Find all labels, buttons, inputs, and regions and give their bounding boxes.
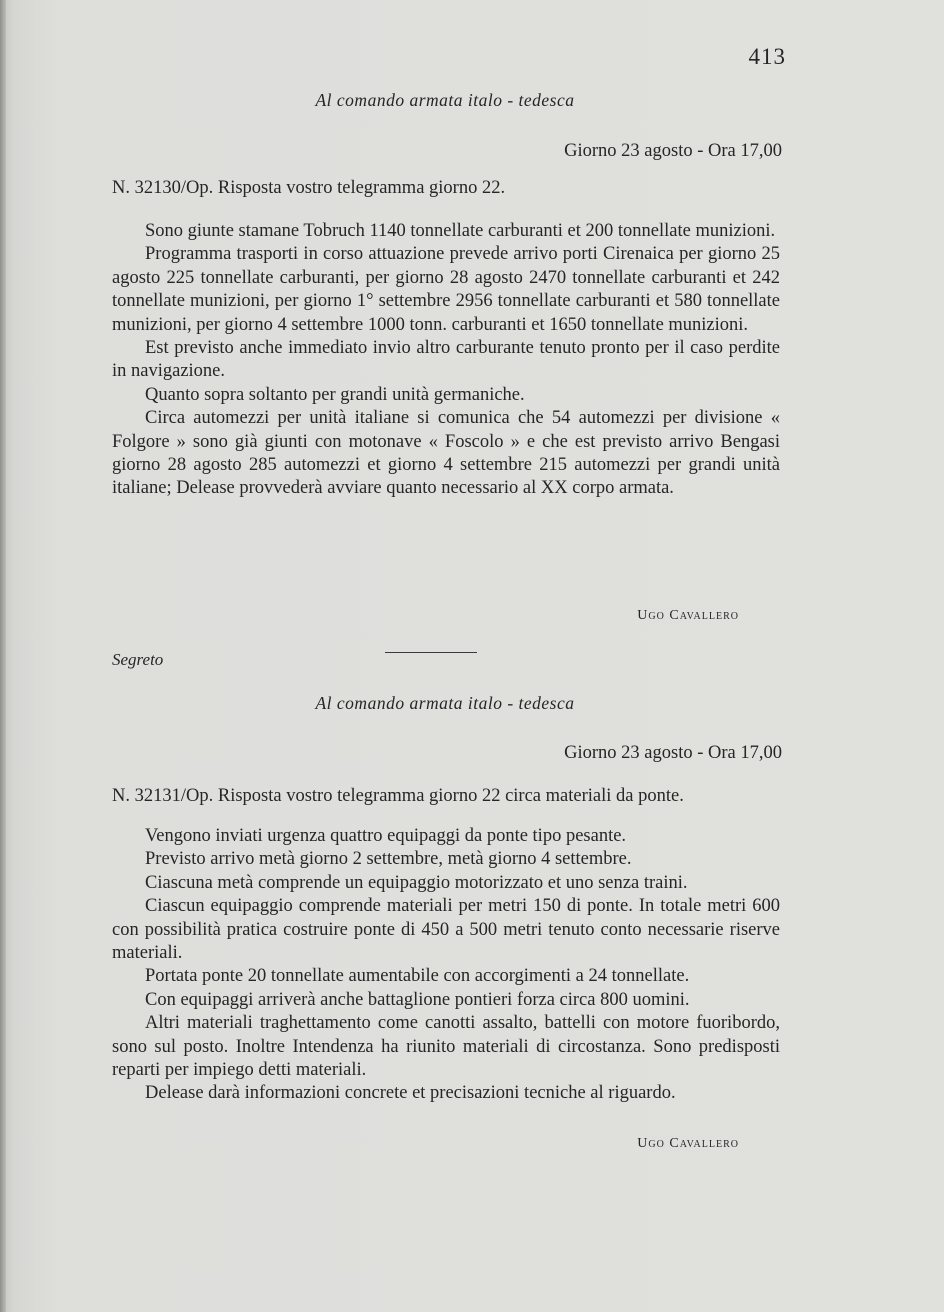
letter-2-dateline: Giorno 23 agosto - Ora 17,00 (564, 743, 782, 763)
letter-1-paragraph: Programma trasporti in corso attuazione prevede arrivo porti Cirenaica per giorno 25 agosto 225 tonnellate carburanti, per giorno 28 agosto 2470 tonnellate carburanti et 242 tonnellate munizioni, per giorno 1° settembre 2956 tonnellate carburanti et 580 tonnellate munizioni, per giorno 4 settembre 1000 tonn. carburanti et 1650 tonnellate munizioni. (112, 244, 780, 335)
letter-2-paragraph: Vengono inviati urgenza quattro equipaggi da ponte tipo pesante. (145, 826, 627, 846)
letter-1-signature: Ugo Cavallero (637, 608, 739, 623)
letter-2-paragraph: Portata ponte 20 tonnellate aumentabile con accorgimenti a 24 tonnellate. (145, 966, 690, 987)
letter-1-heading: Al comando armata italo - tedesca (315, 90, 575, 110)
letter-1-reference: N. 32130/Op. Risposta vostro telegramma giorno 22. (112, 178, 506, 198)
letter-2-paragraph: Ciascuna metà comprende un equipaggio motorizzato et uno senza traini. (145, 872, 688, 893)
letter-2-paragraph: Delease darà informazioni concrete et precisazioni tecniche al riguardo. (145, 1083, 676, 1104)
letter-1-paragraph: Quanto sopra soltanto per grandi unità germaniche. (145, 384, 525, 405)
letter-2-reference: N. 32131/Op. Risposta vostro telegramma giorno 22 circa materiali da ponte. (112, 786, 684, 806)
letter-2-paragraph: Previsto arrivo metà giorno 2 settembre, metà giorno 4 settembre. (145, 849, 632, 870)
letter-2-body (112, 825, 780, 1106)
letter-1-paragraph: Sono giunte stamane Tobruch 1140 tonnellate carburanti et 200 tonnellate munizioni. (145, 221, 776, 241)
page-number: 413 (748, 44, 786, 69)
letter-1-paragraph: Est previsto anche immediato invio altro carburante tenuto pronto per il caso perdite in navigazione. (112, 338, 780, 382)
letter-2-paragraph: Altri materiali traghettamento come canotti assalto, battelli con motore fuoribordo, sono sul posto. Inoltre Intendenza ha riunito materiali di circostanza. Sono predisposti reparti per impiego detti materiali. (112, 1013, 780, 1081)
section-separator (385, 652, 477, 653)
classification-label: Segreto (112, 650, 164, 669)
letter-1-body (112, 220, 780, 501)
letter-2-heading: Al comando armata italo - tedesca (315, 693, 575, 713)
letter-2-signature: Ugo Cavallero (637, 1136, 739, 1151)
binding-edge (0, 0, 6, 1312)
letter-1-paragraph: Circa automezzi per unità italiane si comunica che 54 automezzi per divisione « Folgore » sono già giunti con motonave « Foscolo » e che est previsto arrivo Bengasi giorno 28 agosto 285 automezzi et giorno 4 settembre 215 automezzi per grandi unità italiane; Delease provvederà avviare quanto necessario al XX corpo armata. (112, 408, 780, 499)
letter-2-paragraph: Ciascun equipaggio comprende materiali per metri 150 di ponte. In totale metri 600 con possibilità pratica costruire ponte di 450 a 500 metri tenuto conto necessarie riserve materiali. (112, 896, 780, 964)
letter-2-paragraph: Con equipaggi arriverà anche battaglione pontieri forza circa 800 uomini. (145, 989, 690, 1010)
letter-1-dateline: Giorno 23 agosto - Ora 17,00 (564, 141, 782, 161)
